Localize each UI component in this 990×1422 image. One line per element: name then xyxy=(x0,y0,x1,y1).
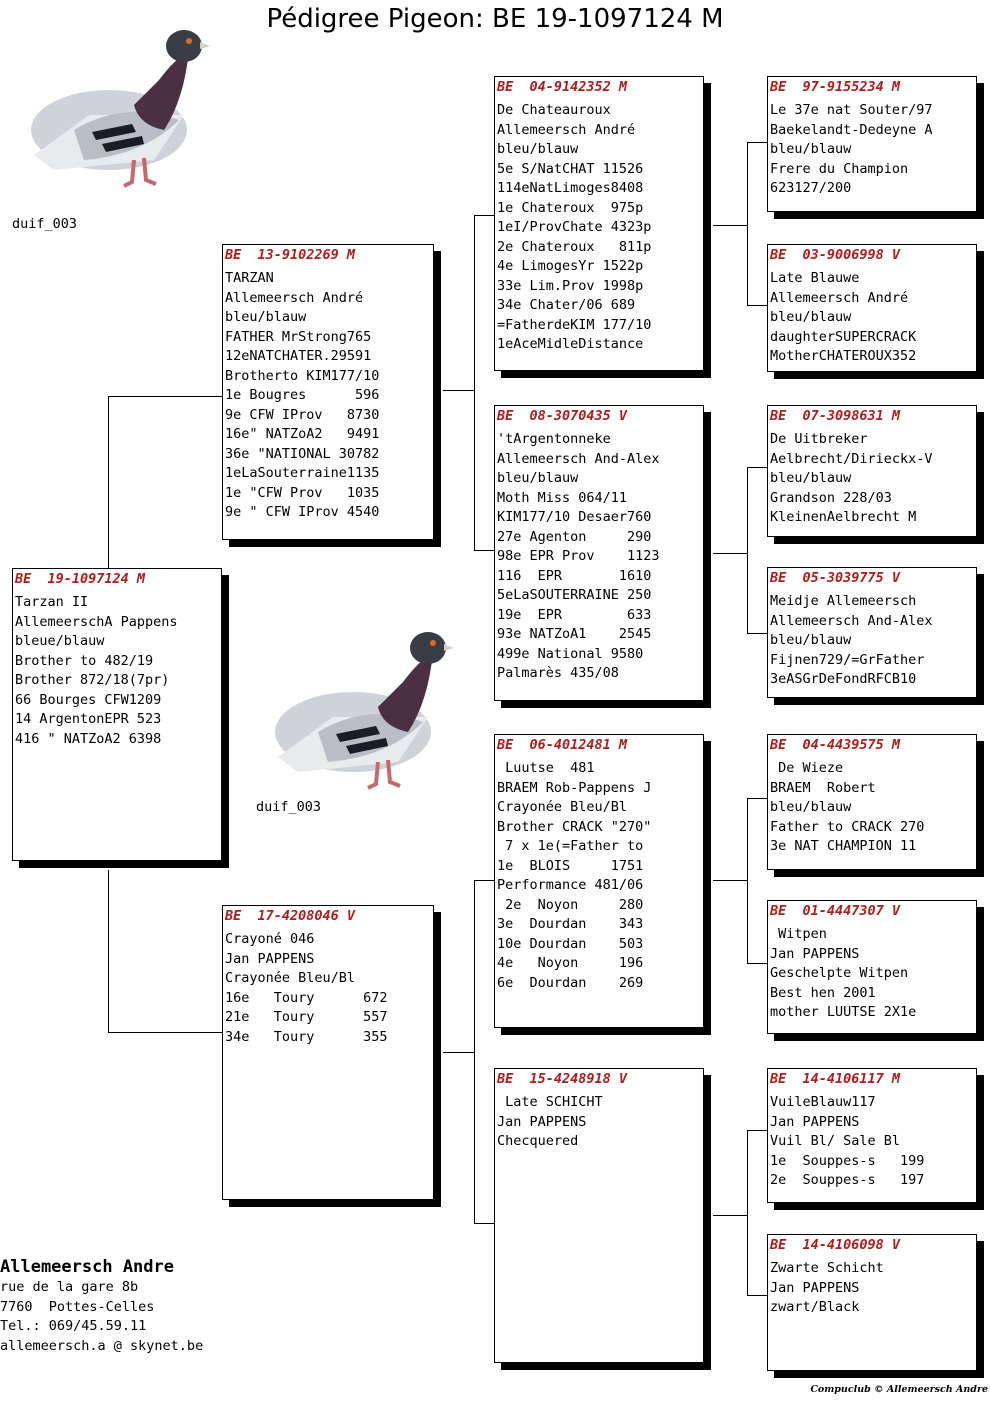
box-line: Allemeersch André xyxy=(497,121,636,138)
tree-connector xyxy=(443,390,474,391)
box-line: =FatherdeKIM 177/10 xyxy=(497,316,652,333)
box-line: 5eLaSOUTERRAINE 250 xyxy=(497,587,652,603)
tree-connector xyxy=(443,1052,474,1053)
box-line: 2e Chateroux 811p xyxy=(497,238,652,255)
box-line: 1eLaSouterraine1135 xyxy=(225,465,380,481)
pedigree-box-mother xyxy=(222,905,434,1200)
tree-connector xyxy=(108,396,222,397)
tree-connector xyxy=(747,142,767,143)
box-line: 9e " CFW IProv 4540 xyxy=(225,504,380,520)
box-line: De Uitbreker xyxy=(770,431,868,447)
ring-number: BE 04-9142352 M xyxy=(497,79,628,95)
tree-connector xyxy=(108,1032,222,1033)
ring-number: BE 15-4248918 V xyxy=(497,1071,628,1087)
box-line: Le 37e nat Souter/97 xyxy=(770,102,933,118)
box-line: 4e LimogesYr 1522p xyxy=(497,258,644,274)
box-line: 1eAceMidleDistance xyxy=(497,336,644,352)
box-line: 623127/200 xyxy=(770,180,852,196)
box-line: 2e Souppes-s 197 xyxy=(770,1172,925,1188)
box-line: Jan PAPPENS xyxy=(225,950,315,967)
box-line: 1e Chateroux 975p xyxy=(497,199,644,216)
tree-connector xyxy=(747,963,767,964)
pedigree-box-ggp-2 xyxy=(767,244,977,372)
box-line: Vuil Bl/ Sale Bl xyxy=(770,1133,901,1149)
box-line: 2e Noyon 280 xyxy=(497,896,644,913)
box-line: mother LUUTSE 2X1e xyxy=(770,1004,917,1020)
box-line: KIM177/10 Desaer760 xyxy=(497,509,652,525)
tree-connector xyxy=(747,798,748,963)
box-line: Brother to 482/19 xyxy=(15,652,154,669)
tree-connector xyxy=(747,142,748,305)
box-line: Brother CRACK "270" xyxy=(497,818,652,835)
tree-connector xyxy=(713,1215,747,1216)
photo-caption: duif_003 xyxy=(256,799,322,815)
box-line: Father to CRACK 270 xyxy=(770,818,925,835)
ring-number: BE 14-4106117 M xyxy=(770,1071,901,1087)
box-line: Allemeersch And-Alex xyxy=(770,612,933,629)
box-line: 3eASGrDeFondRFCB10 xyxy=(770,671,917,687)
box-line: bleu/blauw xyxy=(497,141,579,157)
ring-number: BE 17-4208046 V xyxy=(225,908,356,924)
pedigree-box-ggp-7 xyxy=(767,1068,977,1203)
photo-caption: duif_003 xyxy=(12,216,78,232)
box-line: Brotherto KIM177/10 xyxy=(225,367,380,384)
tree-connector xyxy=(747,1130,767,1131)
box-line: 416 " NATZoA2 6398 xyxy=(15,730,162,747)
owner-email: allemeersch.a @ skynet.be xyxy=(0,1337,204,1354)
ring-number: BE 07-3098631 M xyxy=(770,408,901,424)
box-line: TARZAN xyxy=(225,270,274,286)
tree-connector xyxy=(747,1295,767,1296)
box-line: 21e Toury 557 xyxy=(225,1009,388,1025)
tree-connector xyxy=(474,215,494,216)
box-line: De Wieze xyxy=(770,760,844,776)
box-line: Geschelpte Witpen xyxy=(770,965,909,981)
tree-connector xyxy=(747,467,767,468)
box-line: 1e Bougres 596 xyxy=(225,387,380,403)
box-line: 7 x 1e(=Father to xyxy=(497,838,644,854)
box-line: 114eNatLimoges8408 xyxy=(497,180,644,196)
pedigree-box-ggp-4 xyxy=(767,567,977,698)
pedigree-box-grandmother-paternal xyxy=(494,405,704,701)
ring-number: BE 14-4106098 V xyxy=(770,1237,901,1253)
ring-number: BE 06-4012481 M xyxy=(497,737,628,753)
box-line: bleu/blauw xyxy=(770,309,852,325)
box-line: 6e Dourdan 269 xyxy=(497,974,644,991)
tree-connector xyxy=(747,467,748,633)
ring-number: BE 13-9102269 M xyxy=(225,247,356,263)
box-line: bleu/blauw xyxy=(770,470,852,486)
owner-info xyxy=(0,1256,203,1356)
box-line: 5e S/NatCHAT 11526 xyxy=(497,160,644,177)
box-line: 34e Chater/06 689 xyxy=(497,297,636,313)
box-line: KleinenAelbrecht M xyxy=(770,509,917,525)
ring-number: BE 03-9006998 V xyxy=(770,247,901,263)
tree-connector xyxy=(747,633,767,634)
tree-connector xyxy=(474,1223,494,1224)
box-line: MotherCHATEROUX352 xyxy=(770,348,917,364)
box-line: 1e Souppes-s 199 xyxy=(770,1152,925,1169)
box-line: bleu/blauw xyxy=(770,632,852,648)
box-line: bleu/blauw xyxy=(225,309,307,325)
box-line: Frere du Champion xyxy=(770,160,909,177)
ring-number: BE 19-1097124 M xyxy=(15,571,146,587)
box-line: Allemeersch And-Alex xyxy=(497,450,660,467)
box-line: 499e National 9580 xyxy=(497,645,644,662)
pigeon-photo xyxy=(14,20,214,199)
box-line: Best hen 2001 xyxy=(770,984,876,1001)
box-line: 16e Toury 672 xyxy=(225,989,388,1006)
ring-number: BE 08-3070435 V xyxy=(497,408,628,424)
box-line: zwart/Black xyxy=(770,1299,860,1315)
box-line: FATHER MrStrong765 xyxy=(225,328,372,345)
box-line: bleue/blauw xyxy=(15,633,105,649)
box-line: Jan PAPPENS xyxy=(497,1113,587,1130)
tree-connector xyxy=(108,870,109,1032)
box-line: Allemeersch André xyxy=(225,289,364,306)
box-line: 116 EPR 1610 xyxy=(497,567,652,584)
pigeon-photo xyxy=(258,622,458,801)
box-line: 3e Dourdan 343 xyxy=(497,916,644,932)
tree-connector xyxy=(747,798,767,799)
ring-number: BE 04-4439575 M xyxy=(770,737,901,753)
box-line: Checquered xyxy=(497,1133,579,1149)
box-line: Late Blauwe xyxy=(770,270,860,286)
box-line: 1e BLOIS 1751 xyxy=(497,857,644,874)
box-line: Fijnen729/=GrFather xyxy=(770,651,925,668)
tree-connector xyxy=(474,880,475,1223)
owner-phone: Tel.: 069/45.59.11 xyxy=(0,1318,147,1334)
box-line: bleu/blauw xyxy=(770,799,852,815)
box-line: Performance 481/06 xyxy=(497,877,644,893)
pedigree-box-grandmother-maternal xyxy=(494,1068,704,1363)
box-line: 1eI/ProvChate 4323p xyxy=(497,219,652,235)
tree-connector xyxy=(747,305,767,306)
box-line: 'tArgentonneke xyxy=(497,431,611,447)
box-line: 1e "CFW Prov 1035 xyxy=(225,484,380,501)
box-line: daughterSUPERCRACK xyxy=(770,328,917,345)
box-line: BRAEM Robert xyxy=(770,779,876,796)
box-line: Aelbrecht/Dirieckx-V xyxy=(770,450,933,467)
tree-connector xyxy=(713,880,747,881)
pedigree-box-ggp-1 xyxy=(767,76,977,212)
pedigree-box-grandfather-maternal xyxy=(494,734,704,1028)
tree-connector xyxy=(474,550,494,551)
box-line: Grandson 228/03 xyxy=(770,489,892,506)
pedigree-box-grandfather-paternal xyxy=(494,76,704,371)
tree-connector xyxy=(474,215,475,550)
box-line: 3e NAT CHAMPION 11 xyxy=(770,838,917,854)
box-line: Jan PAPPENS xyxy=(770,1113,860,1130)
tree-connector xyxy=(713,225,747,226)
owner-city: 7760 Pottes-Celles xyxy=(0,1298,155,1315)
box-line: Palmarès 435/08 xyxy=(497,665,619,681)
pedigree-box-subject xyxy=(12,568,222,861)
pedigree-box-ggp-3 xyxy=(767,405,977,537)
box-line: 34e Toury 355 xyxy=(225,1028,388,1045)
box-line: Crayonée Bleu/Bl xyxy=(497,799,628,815)
box-line: bleu/blauw xyxy=(497,470,579,486)
owner-name: Allemeersch Andre xyxy=(0,1257,174,1277)
box-line: 19e EPR 633 xyxy=(497,606,652,623)
box-line: 16e" NATZoA2 9491 xyxy=(225,426,380,442)
box-line: 93e NATZoA1 2545 xyxy=(497,626,652,642)
tree-connector xyxy=(713,553,747,554)
pedigree-box-ggp-8 xyxy=(767,1234,977,1371)
box-line: AllemeerschA Pappens xyxy=(15,613,178,630)
page-title: Pédigree Pigeon: BE 19-1097124 M xyxy=(266,4,724,34)
tree-connector xyxy=(474,880,494,881)
box-line: 4e Noyon 196 xyxy=(497,955,644,971)
owner-address: rue de la gare 8b xyxy=(0,1279,139,1295)
ring-number: BE 05-3039775 V xyxy=(770,570,901,586)
pedigree-box-father xyxy=(222,244,434,540)
box-line: Tarzan II xyxy=(15,594,89,610)
pedigree-box-ggp-6 xyxy=(767,900,977,1034)
ring-number: BE 97-9155234 M xyxy=(770,79,901,95)
box-line: VuileBlauw117 xyxy=(770,1094,876,1110)
box-line: BRAEM Rob-Pappens J xyxy=(497,779,652,796)
box-line: Crayonée Bleu/Bl xyxy=(225,970,356,986)
box-line: 33e Lim.Prov 1998p xyxy=(497,277,644,294)
pigeon-image xyxy=(14,20,214,195)
box-line: Late SCHICHT xyxy=(497,1094,603,1110)
box-line: Brother 872/18(7pr) xyxy=(15,672,170,688)
box-line: Luutse 481 xyxy=(497,760,595,776)
box-line: De Chateauroux xyxy=(497,102,611,118)
box-line: Meidje Allemeersch xyxy=(770,593,917,609)
box-line: 36e "NATIONAL 30782 xyxy=(225,445,380,462)
box-line: 14 ArgentonEPR 523 xyxy=(15,711,162,727)
box-line: Baekelandt-Dedeyne A xyxy=(770,121,933,138)
box-line: Moth Miss 064/11 xyxy=(497,489,628,506)
ring-number: BE 01-4447307 V xyxy=(770,903,901,919)
box-line: Crayoné 046 xyxy=(225,931,315,947)
box-line: 10e Dourdan 503 xyxy=(497,935,644,952)
box-line: Jan PAPPENS xyxy=(770,945,860,962)
box-line: Jan PAPPENS xyxy=(770,1279,860,1296)
tree-connector xyxy=(747,1130,748,1295)
box-line: 66 Bourges CFW1209 xyxy=(15,691,162,708)
tree-connector xyxy=(108,396,109,568)
box-line: 98e EPR Prov 1123 xyxy=(497,548,660,564)
box-line: bleu/blauw xyxy=(770,141,852,157)
box-line: Allemeersch André xyxy=(770,289,909,306)
box-line: 12eNATCHATER.29591 xyxy=(225,348,372,364)
box-line: Zwarte Schicht xyxy=(770,1260,884,1276)
footer-credit: Compuclub © Allemeersch Andre xyxy=(810,1384,988,1395)
box-line: Witpen xyxy=(770,926,827,942)
box-line: 9e CFW IProv 8730 xyxy=(225,406,380,423)
box-line: 27e Agenton 290 xyxy=(497,528,652,545)
pedigree-box-ggp-5 xyxy=(767,734,977,870)
pigeon-image xyxy=(258,622,458,797)
